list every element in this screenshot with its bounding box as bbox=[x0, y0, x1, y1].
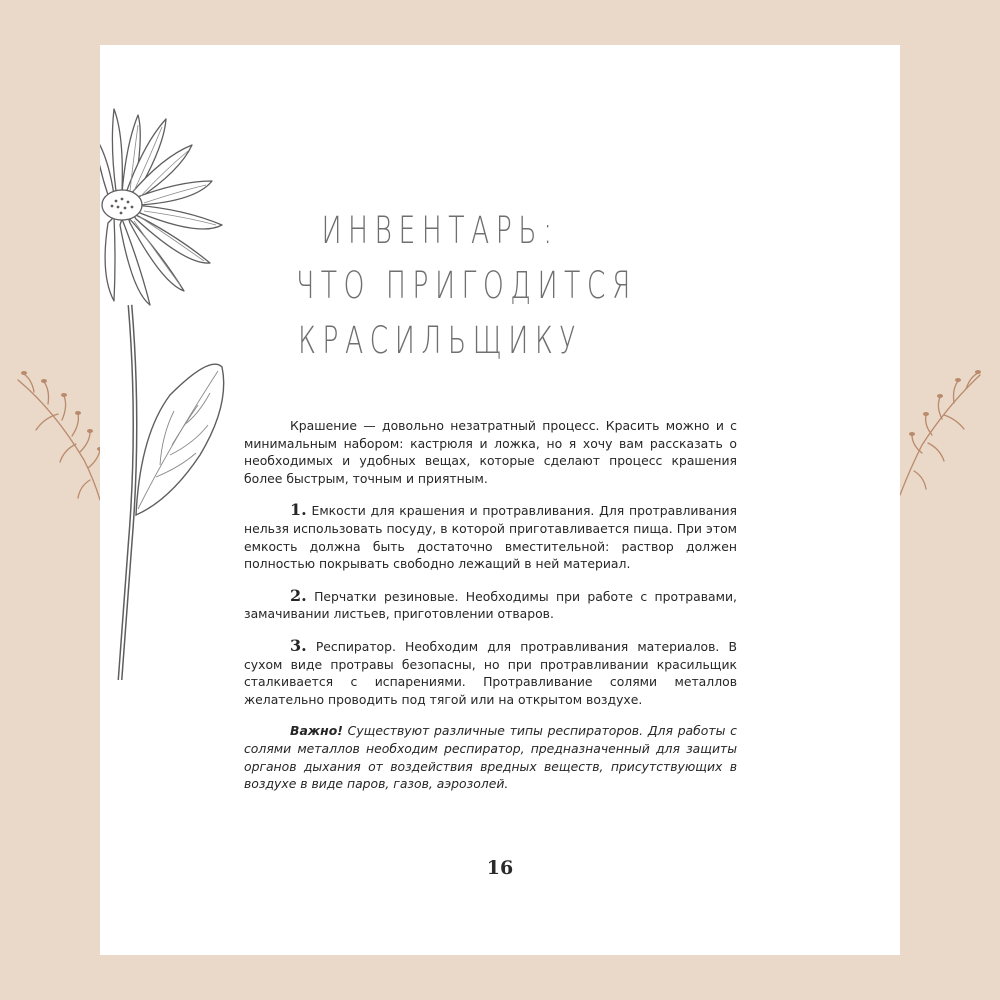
list-item bbox=[244, 587, 737, 623]
list-item bbox=[244, 501, 737, 572]
book-page bbox=[100, 45, 900, 955]
item-text: Респиратор. Необходим для протравливания материалов. В сухом виде протравы безопасны, но при протравливании красильщик сталкивается с испарениями. Протравливание солями металлов желательно проводить под тягой или на открытом воздухе. bbox=[244, 638, 737, 707]
note-text: Существуют различные типы респираторов. Для работы с солями металлов необходим респиратор, предназначенный для защиты органов дыхания от воздействия вредных веществ, присутствующих в воздухе в виде паров, газов, аэрозолей. bbox=[244, 723, 737, 792]
intro-paragraph: Крашение — довольно незатратный процесс. Красить можно и с минимальным набором: кастрюля и ложка, но я хочу вам рассказать о необходимых и удобных вещах, которые сделают процесс крашения более быстрым, точным и приятным. bbox=[244, 418, 737, 486]
page-number: 16 bbox=[486, 857, 514, 879]
note-label: Важно! bbox=[290, 723, 343, 739]
page-title-line: ЧТО ПРИГОДИТСЯ bbox=[296, 264, 637, 307]
item-number: 2. bbox=[290, 585, 307, 605]
page-title-line: КРАСИЛЬЩИКУ bbox=[298, 319, 582, 362]
page-title bbox=[296, 203, 637, 368]
item-number: 1. bbox=[290, 500, 307, 520]
item-text: Емкости для крашения и протравливания. Для протравливания нельзя использовать посуду, в которой приготавливается пища. При этом емкость должна быть достаточно вместительной: раствор должен полностью покрывать свободно лежащий в ней материал. bbox=[244, 503, 737, 572]
list-item bbox=[244, 637, 737, 708]
twig-icon bbox=[14, 340, 104, 510]
important-note bbox=[244, 722, 737, 792]
twig-icon bbox=[894, 345, 984, 505]
item-text: Перчатки резиновые. Необходимы при работе с протравами, замачивании листьев, приготовлении отваров. bbox=[244, 588, 737, 622]
daisy-icon bbox=[100, 105, 235, 680]
article-body bbox=[244, 417, 737, 807]
item-number: 3. bbox=[290, 635, 307, 655]
page-title-line: ИНВЕНТАРЬ: bbox=[321, 209, 559, 252]
